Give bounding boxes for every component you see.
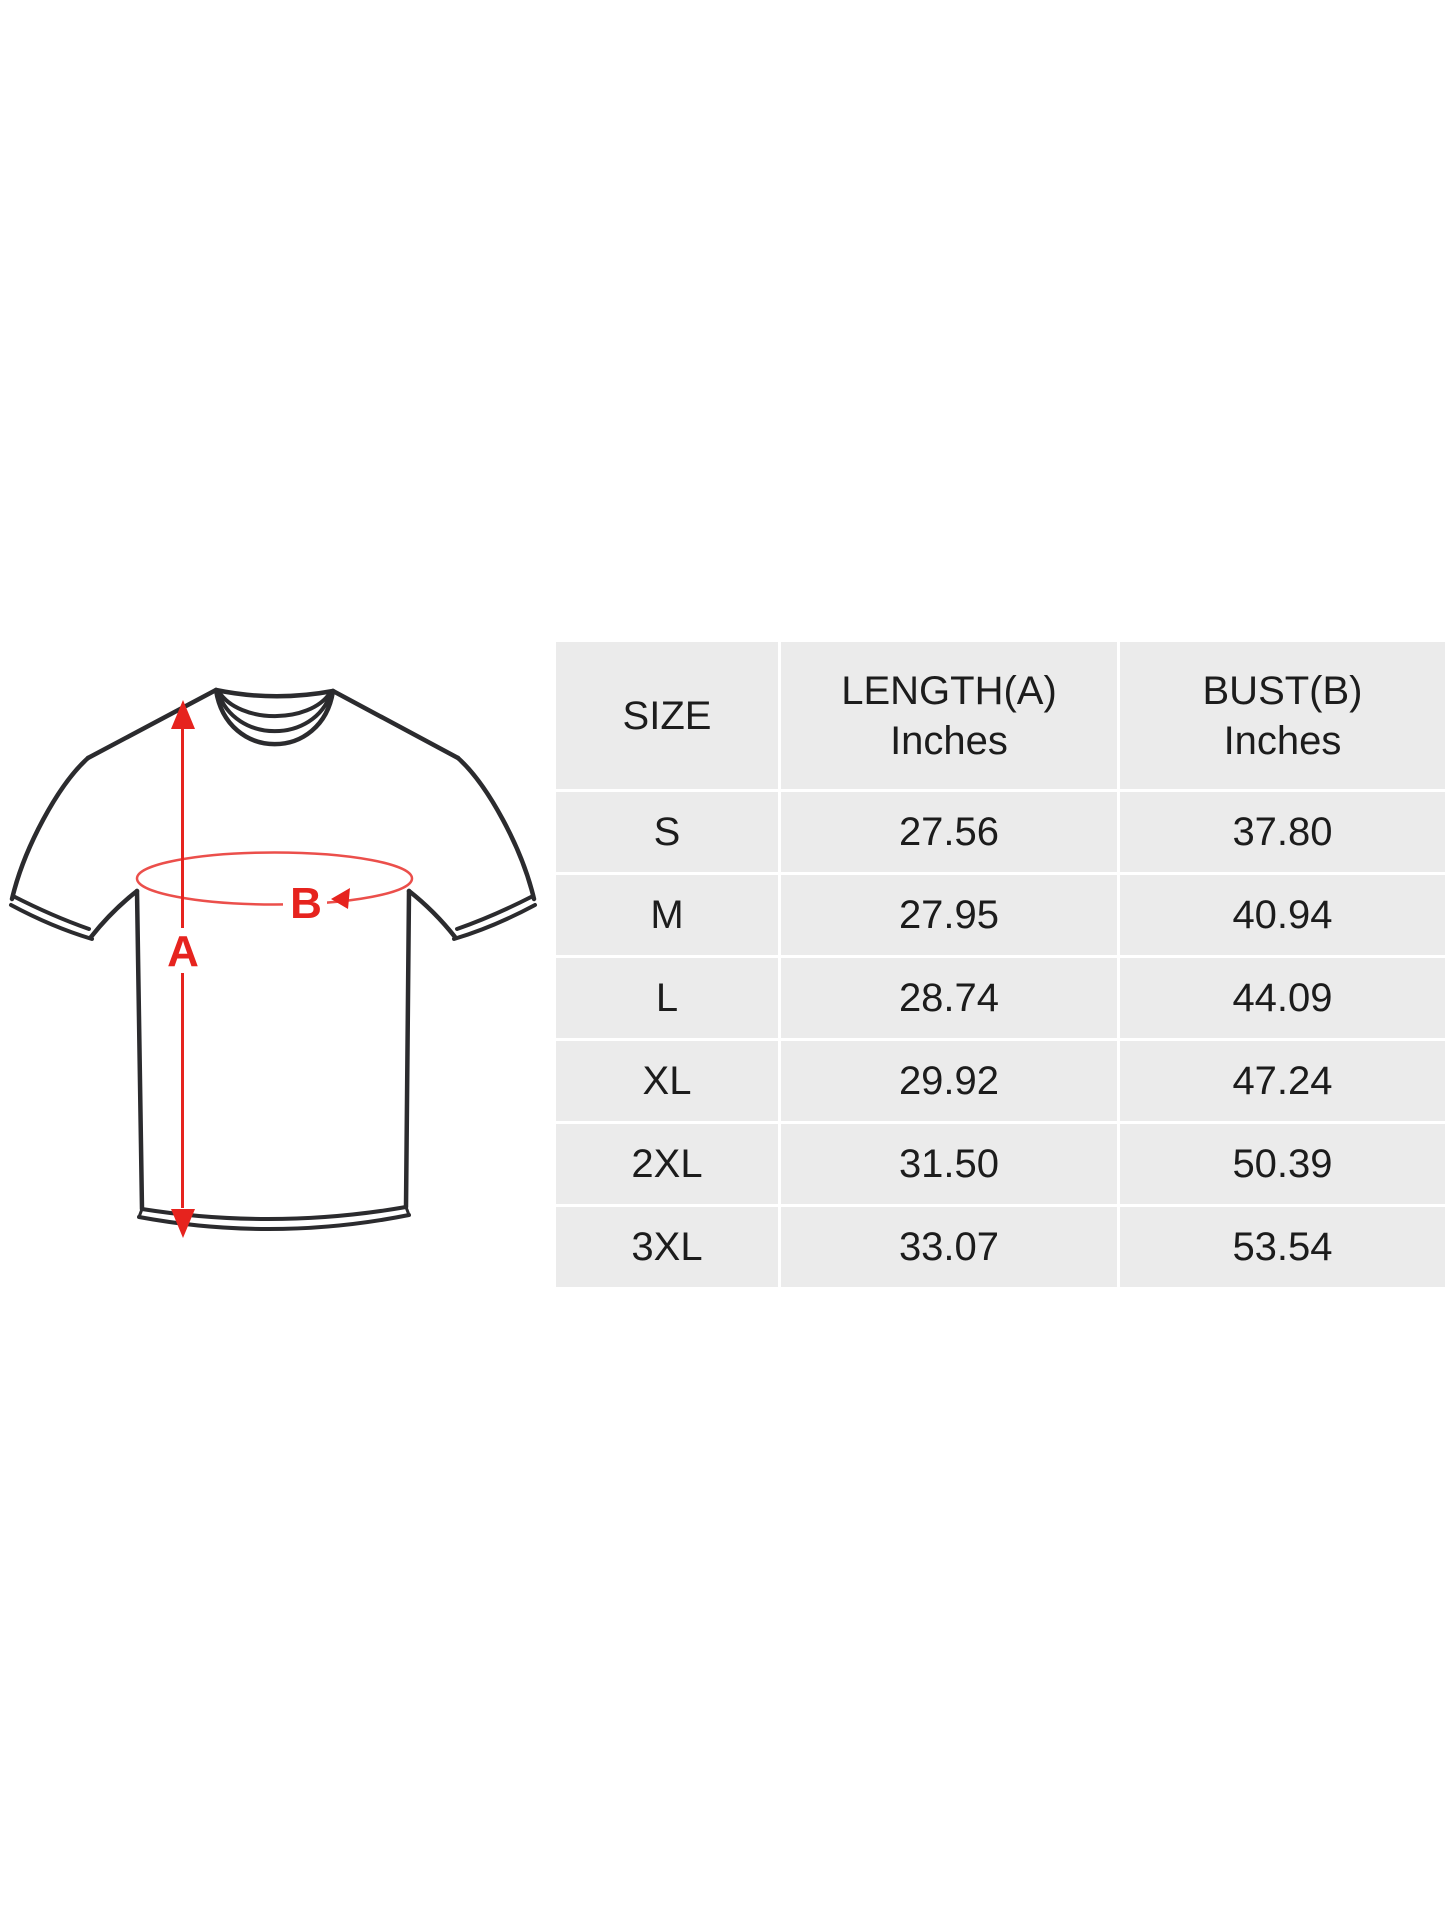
tshirt-size-diagram [0,630,556,1330]
size-cell: 3XL [556,1207,778,1287]
length-cell: 28.74 [781,958,1117,1038]
column-header-length-title: LENGTH(A) [841,668,1057,713]
length-label: A [167,927,199,976]
tshirt-diagram-svg [0,630,556,1330]
size-cell: 2XL [556,1124,778,1204]
table-row [556,1041,1445,1121]
arrow-left-icon [331,888,350,909]
bust-cell: 53.54 [1120,1207,1445,1287]
length-cell: 29.92 [781,1041,1117,1121]
bust-label: B [290,879,322,928]
bust-cell: 50.39 [1120,1124,1445,1204]
bust-cell: 37.80 [1120,792,1445,872]
length-cell: 27.95 [781,875,1117,955]
size-cell: S [556,792,778,872]
table-header-row [556,642,1445,789]
size-cell: XL [556,1041,778,1121]
table-row [556,875,1445,955]
table-row [556,958,1445,1038]
column-header-size [556,642,778,789]
bust-cell: 40.94 [1120,875,1445,955]
column-header-bust-subtitle: Inches [1223,718,1342,763]
bust-cell: 44.09 [1120,958,1445,1038]
length-cell: 27.56 [781,792,1117,872]
length-cell: 33.07 [781,1207,1117,1287]
length-cell: 31.50 [781,1124,1117,1204]
column-header-length [781,642,1117,789]
tshirt-outline [11,690,535,1229]
column-header-size-title: SIZE [622,693,712,738]
column-header-bust [1120,642,1445,789]
bust-cell: 47.24 [1120,1041,1445,1121]
table-row [556,1207,1445,1287]
table-row [556,1124,1445,1204]
size-chart-table [556,642,1445,1287]
column-header-length-subtitle: Inches [890,718,1008,763]
table-row [556,792,1445,872]
size-cell: M [556,875,778,955]
column-header-bust-title: BUST(B) [1202,668,1363,713]
bust-measure-ellipse [137,853,412,923]
size-cell: L [556,958,778,1038]
